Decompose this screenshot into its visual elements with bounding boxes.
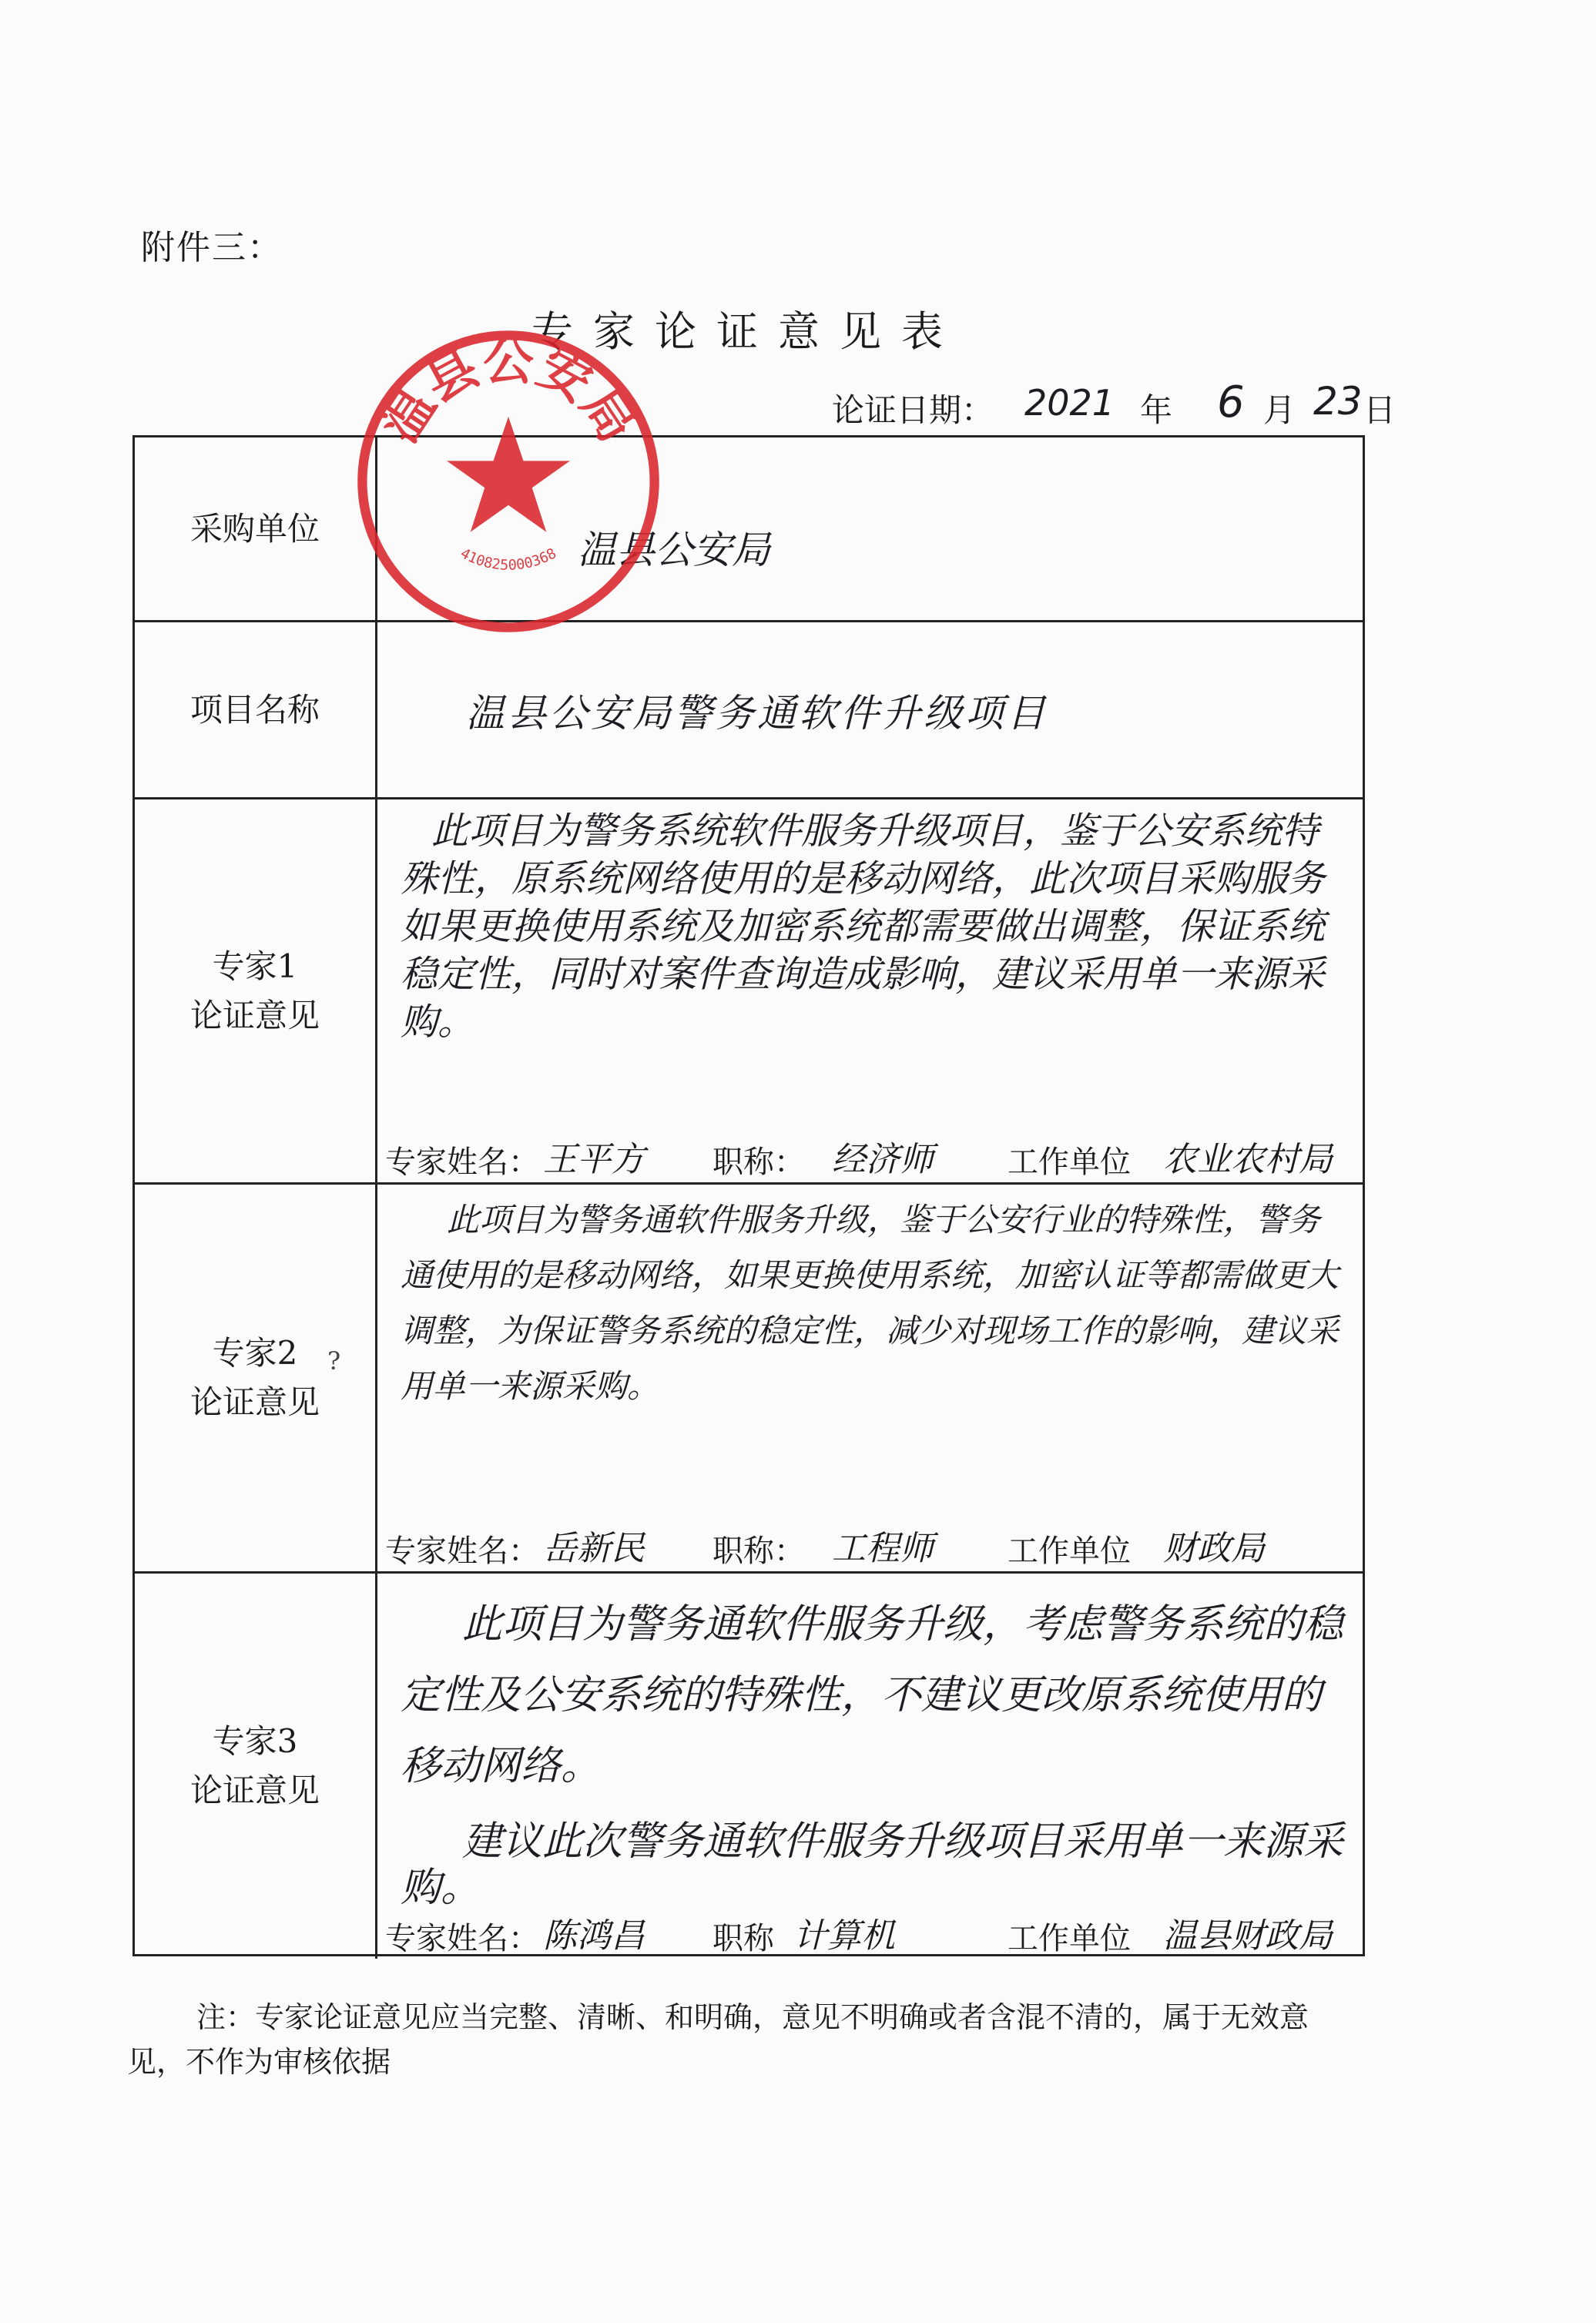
- purchaser-value: 温县公安局: [578, 528, 770, 572]
- date-year: 2021: [1024, 382, 1115, 424]
- expert1-title-label: 职称：: [712, 1145, 805, 1180]
- seal-top-text: 温县公安局: [370, 331, 647, 453]
- date-month-unit: 月: [1263, 391, 1296, 429]
- expert1-label-line1: 专家1: [212, 947, 298, 985]
- row-expert2: [135, 1185, 1363, 1574]
- official-seal-stamp: [350, 323, 666, 639]
- expert2-org: 财政局: [1163, 1529, 1265, 1568]
- expert2-opinion: 此项目为警务通软件服务升级，鉴于公安行业的特殊性，警务通使用的是移动网络，如果更换使用系统，加密认证等都需做更大调整，为保证警务系统的稳定性，减少对现场工作的影响，建议采用单一来源采购。: [401, 1201, 1340, 1405]
- row-expert3: [135, 1574, 1363, 1959]
- footnote: 注：专家论证意见应当完整、清晰、和明确，意见不明确或者含混不清的，属于无效意见，不作为审核依据: [127, 2000, 1309, 2079]
- row-purchaser: [135, 437, 1363, 622]
- expert3-signature-row: [377, 1903, 1363, 1957]
- date-row: [832, 377, 1396, 433]
- date-month: 6: [1217, 377, 1245, 427]
- expert3-opinion-main: 此项目为警务通软件服务升级，考虑警务系统的稳定性及公安系统的特殊性，不建议更改原系统使用的移动网络。: [401, 1601, 1344, 1789]
- form-title: 专家论证意见表: [531, 307, 963, 356]
- expert2-label-line1: 专家2: [212, 1334, 298, 1372]
- expert3-title: 计算机: [793, 1916, 895, 1956]
- attachment-label: 附件三：: [141, 228, 283, 267]
- expert3-org-label: 工作单位: [1008, 1921, 1131, 1956]
- expert1-cell: [377, 799, 1363, 1182]
- expert1-title: 经济师: [832, 1140, 934, 1179]
- row-project: [135, 622, 1363, 799]
- expert3-org: 温县财政局: [1163, 1916, 1333, 1956]
- expert1-name: 王平方: [543, 1140, 645, 1179]
- opinion-form-table: [132, 435, 1365, 1956]
- expert1-label-line2: 论证意见: [189, 996, 320, 1034]
- expert3-cell: [377, 1574, 1363, 1959]
- expert1-name-label: 专家姓名：: [385, 1145, 539, 1180]
- expert2-name: 岳新民: [543, 1529, 645, 1568]
- expert3-name: 陈鸿昌: [543, 1916, 645, 1956]
- expert2-name-label: 专家姓名：: [385, 1534, 539, 1569]
- seal-serial: 410825000368: [458, 545, 559, 574]
- expert2-label: [135, 1185, 377, 1571]
- project-value: 温县公安局警务通软件升级项目: [466, 691, 1048, 736]
- expert2-title: 工程师: [832, 1529, 934, 1568]
- expert2-org-label: 工作单位: [1008, 1534, 1131, 1569]
- date-day: 23: [1313, 379, 1363, 424]
- expert3-label-line2: 论证意见: [189, 1772, 320, 1809]
- expert2-label-line2: 论证意见: [189, 1383, 320, 1421]
- project-label: 项目名称: [135, 622, 377, 797]
- expert2-title-label: 职称：: [712, 1534, 805, 1569]
- expert3-name-label: 专家姓名：: [385, 1921, 539, 1956]
- expert1-signature-row: [377, 1127, 1363, 1181]
- expert2-signature-row: [377, 1516, 1363, 1570]
- expert3-title-label: 职称: [712, 1921, 774, 1956]
- date-label: 论证日期：: [832, 391, 994, 429]
- expert3-label: [135, 1574, 377, 1959]
- expert1-opinion: 此项目为警务系统软件服务升级项目，鉴于公安系统特殊性，原系统网络使用的是移动网络，此次项目采购服务如果更换使用系统及加密系统都需要做出调整，保证系统稳定性，同时对案件查询造成影响，建议采用单一来源采购。: [401, 810, 1326, 1044]
- expert1-org: 农业农村局: [1163, 1140, 1333, 1179]
- seal-star-icon: [447, 417, 570, 532]
- expert3-label-line1: 专家3: [212, 1722, 298, 1760]
- expert1-label: [135, 799, 377, 1182]
- expert1-org-label: 工作单位: [1008, 1145, 1131, 1180]
- margin-mark: ?: [327, 1346, 341, 1376]
- expert3-opinion-recommendation: 建议此次警务通软件服务升级项目采用单一来源采购。: [401, 1819, 1344, 1911]
- date-year-unit: 年: [1140, 391, 1173, 429]
- project-cell: [377, 622, 1363, 797]
- date-day-unit: 日: [1363, 391, 1396, 429]
- purchaser-label: 采购单位: [135, 437, 377, 620]
- expert2-cell: [377, 1185, 1363, 1571]
- row-expert1: [135, 799, 1363, 1185]
